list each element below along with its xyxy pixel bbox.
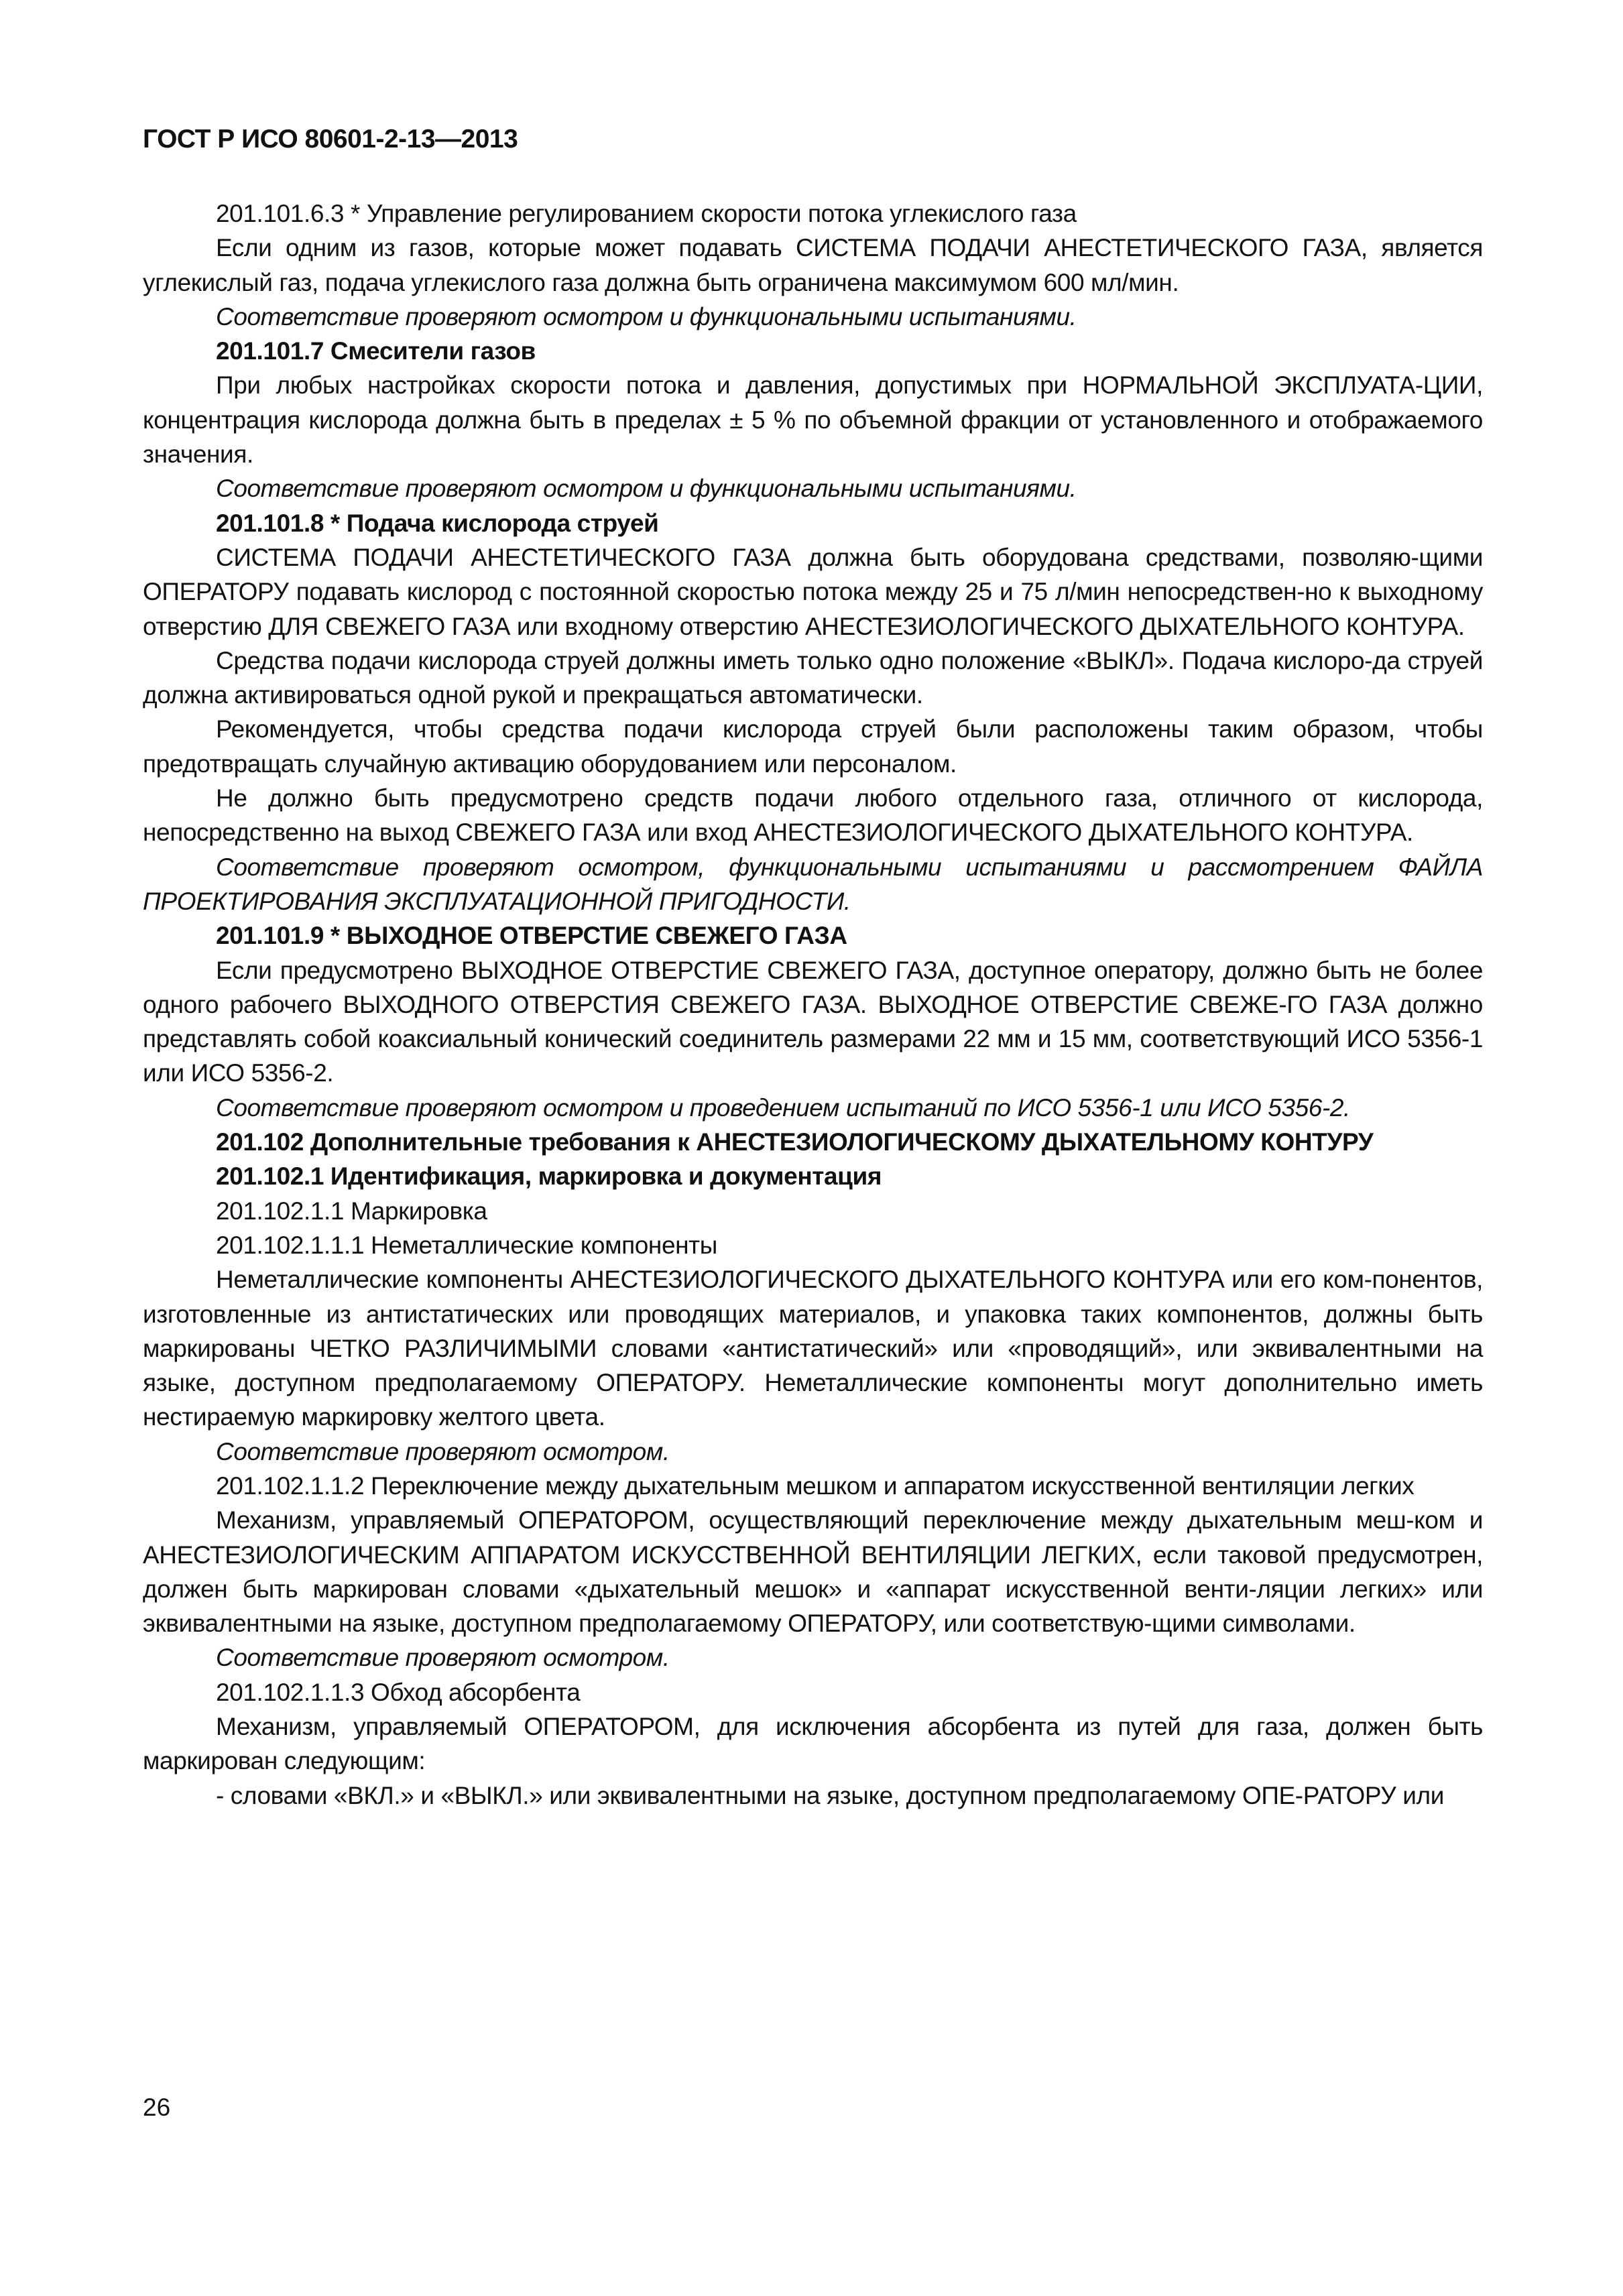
subsection-title: 201.102.1.1 Маркировка	[216, 1197, 487, 1225]
section-heading: 201.101.7 Смесители газов	[216, 337, 536, 365]
section-heading: 201.101.8 * Подача кислорода струей	[216, 509, 659, 537]
section-heading: 201.101.9 * ВЫХОДНОЕ ОТВЕРСТИЕ СВЕЖЕГО ГАЗА	[216, 922, 847, 950]
compliance-note: Соответствие проверяют осмотром.	[216, 1644, 670, 1672]
paragraph: Неметаллические компоненты АНЕСТЕЗИОЛОГИЧЕСКОГО ДЫХАТЕЛЬНОГО КОНТУРА или его ком-понентов, изготовленные из антистатических или проводящих материалов, и упаковка таких компонентов, должны быть маркированы ЧЕТКО РАЗЛИЧИМЫМИ словами «антистатический» или «проводящий», или эквивалентными на языке, доступном предполагаемому ОПЕРАТОРУ. Неметаллические компоненты могут дополнительно иметь нестираемую маркировку желтого цвета.	[143, 1266, 1483, 1431]
page-number: 26	[143, 2094, 171, 2121]
paragraph: Средства подачи кислорода струей должны иметь только одно положение «ВЫКЛ». Подача кислоро-да струей должна активироваться одной рукой и прекращаться автоматически.	[143, 646, 1483, 709]
paragraph: Если предусмотрено ВЫХОДНОЕ ОТВЕРСТИЕ СВЕЖЕГО ГАЗА, доступное оператору, должно быть не более одного рабочего ВЫХОДНОГО ОТВЕРСТИЯ СВЕЖЕГО ГАЗА. ВЫХОДНОЕ ОТВЕРСТИЕ СВЕЖЕ-ГО ГАЗА должно представлять собой коаксиальный конический соединитель размерами 22 мм и 15 мм, соответствующий ИСО 5356-1 или ИСО 5356-2.	[143, 956, 1483, 1087]
paragraph: СИСТЕМА ПОДАЧИ АНЕСТЕТИЧЕСКОГО ГАЗА должна быть оборудована средствами, позволяю-щими ОПЕРАТОРУ подавать кислород с постоянной скоростью потока между 25 и 75 л/мин непосредствен-но к выходному отверстию ДЛЯ СВЕЖЕГО ГАЗА или входному отверстию АНЕСТЕЗИОЛОГИЧЕСКОГО ДЫХАТЕЛЬНОГО КОНТУРА.	[143, 543, 1483, 640]
section-heading: 201.102.1 Идентификация, маркировка и документация	[216, 1162, 882, 1191]
compliance-note: Соответствие проверяют осмотром и проведением испытаний по ИСО 5356-1 или ИСО 5356-2.	[216, 1093, 1350, 1122]
compliance-note: Соответствие проверяют осмотром и функциональными испытаниями.	[216, 302, 1077, 330]
compliance-note: Соответствие проверяют осмотром и функциональными испытаниями.	[216, 475, 1077, 503]
paragraph: 201.101.6.3 * Управление регулированием скорости потока углекислого газа	[216, 200, 1077, 227]
paragraph: Рекомендуется, чтобы средства подачи кислорода струей были расположены таким образом, чтобы предотвращать случайную активацию оборудованием или персоналом.	[143, 715, 1483, 778]
document-header: ГОСТ Р ИСО 80601-2-13—2013	[143, 125, 518, 154]
paragraph: Не должно быть предусмотрено средств подачи любого отдельного газа, отличного от кислорода, непосредственно на выход СВЕЖЕГО ГАЗА или вход АНЕСТЕЗИОЛОГИЧЕСКОГО ДЫХАТЕЛЬНОГО КОНТУРА.	[143, 784, 1483, 847]
section-heading: 201.102 Дополнительные требования к АНЕСТЕЗИОЛОГИЧЕСКОМУ ДЫХАТЕЛЬНОМУ КОНТУРУ	[216, 1128, 1374, 1156]
paragraph: Если одним из газов, которые может подавать СИСТЕМА ПОДАЧИ АНЕСТЕТИЧЕСКОГО ГАЗА, является углекислый газ, подача углекислого газа должна быть ограничена максимумом 600 мл/мин.	[143, 234, 1483, 296]
compliance-note: Соответствие проверяют осмотром, функциональными испытаниями и рассмотрением ФАЙЛА ПРОЕКТИРОВАНИЯ ЭКСПЛУАТАЦИОННОЙ ПРИГОДНОСТИ.	[143, 853, 1483, 915]
paragraph: При любых настройках скорости потока и давления, допустимых при НОРМАЛЬНОЙ ЭКСПЛУАТА-ЦИИ, концентрация кислорода должна быть в пределах ± 5 % по объемной фракции от установленного и отображаемого значения.	[143, 371, 1483, 469]
compliance-note: Соответствие проверяют осмотром.	[216, 1437, 670, 1465]
subsection-title: 201.102.1.1.3 Обход абсорбента	[216, 1678, 581, 1706]
list-item: - словами «ВКЛ.» и «ВЫКЛ.» или эквивалентными на языке, доступном предполагаемому ОПЕ-РАТОРУ или	[216, 1781, 1445, 1809]
paragraph: Механизм, управляемый ОПЕРАТОРОМ, осуществляющий переключение между дыхательным меш-ком и АНЕСТЕЗИОЛОГИЧЕСКИМ АППАРАТОМ ИСКУССТВЕННОЙ ВЕНТИЛЯЦИИ ЛЕГКИХ, если таковой предусмотрен, должен быть маркирован словами «дыхательный мешок» и «аппарат искусственной венти-ляции легких» или эквивалентными на языке, доступном предполагаемому ОПЕРАТОРУ, или соответствую-щими символами.	[143, 1506, 1483, 1638]
paragraph: Механизм, управляемый ОПЕРАТОРОМ, для исключения абсорбента из путей для газа, должен быть маркирован следующим:	[143, 1713, 1483, 1775]
subsection-title: 201.102.1.1.1 Неметаллические компоненты	[216, 1231, 717, 1259]
subsection-title: 201.102.1.1.2 Переключение между дыхательным мешком и аппаратом искусственной вентиляции легких	[216, 1471, 1415, 1500]
document-body	[143, 196, 1483, 1813]
